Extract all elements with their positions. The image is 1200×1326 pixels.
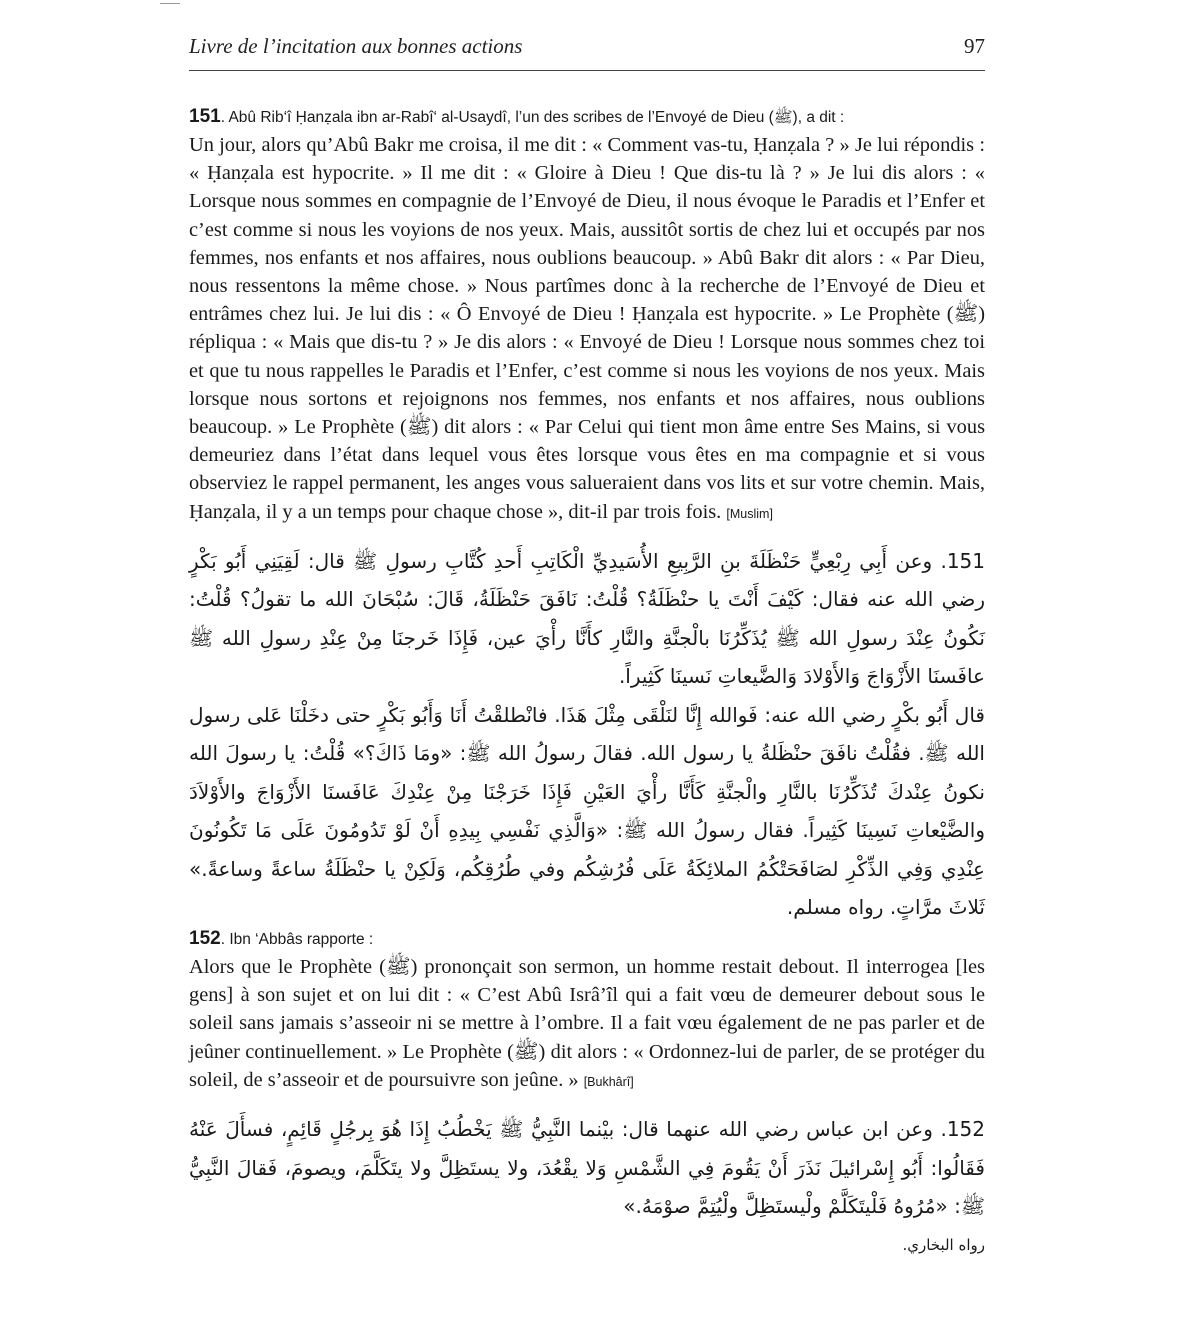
hadith-source: [Muslim] — [726, 506, 773, 521]
header-rule — [189, 70, 985, 71]
hadith-152 — [189, 928, 985, 1264]
hadith-intro — [189, 928, 985, 951]
scan-mark — [160, 3, 180, 4]
hadith-narrator: . Ibn ‘Abbâs rapporte : — [220, 931, 374, 948]
hadith-intro — [189, 106, 985, 129]
arabic-source: رواه البخاري. — [902, 1235, 985, 1254]
hadith-arabic-text — [189, 542, 985, 927]
hadith-number: 151 — [189, 106, 221, 127]
hadith-french-text — [189, 131, 985, 528]
hadith-number: 152 — [189, 928, 221, 949]
page-header — [189, 34, 985, 70]
arabic-paragraph: قال أَبُو بكْرٍ رضي الله عنه: فَوالله إِنَّا لنَلْقَى مِثْلَ هَذَا. فانْطلقْتُ أَنَا وَأَبُو بَكْرٍ حتى دخَلْنَا عَلى رسول الله ﷺ. فقُلْتُ نافَقَ حنْظَلةُ يا رسول الله. فقالَ رسولُ الله ﷺ: «ومَا ذَاكَ؟» قُلْتُ: يا رسولَ الله نكونُ عِنْدكَ تُذَكِّرُنَا بالنَّارِ والْجنَّةِ كَأَنَّا رأْيَ العَيْنِ فَإِذَا خَرَجْنَا مِنْ عِنْدِكَ عَافَسنَا الأَزْوَاجَ والأَوْلاَدَ والضَّيْعاتِ نَسِينَا كَثِيراً. فقال رسولُ الله ﷺ: «وَالَّذِي نَفْسِي بِيدِهِ أَنْ لَوْ تَدُومُونَ عَلَى مَا تَكُونُونَ عِنْدِي وَفِي الذِّكْرِ لصَافَحَتْكُمُ الملائِكَةُ عَلَى فُرُشِكُم وفي طُرُقِكُم، وَلَكِنْ يا حنْظَلَةُ ساعةً وساعةً.» ثَلاثَ مرَّاتٍ. رواه مسلم. — [189, 702, 985, 920]
french-body: Un jour, alors qu’Abû Bakr me croisa, il me dit : « Comment vas-tu, Ḥanẓala ? » Je lui répondis : « Ḥanẓala est hypocrite. » Il me dit : « Gloire à Dieu ! Que dis-tu là ? » Je lui dis alors : « Lorsque nous sommes en compagnie de l’Envoyé de Dieu, il nous évoque le Paradis et l’Enfer et c’est comme si nous les voyions de nos yeux. Mais, aussitôt sortis de chez lui et occupés par nos femmes, nos enfants et nos affaires, nous oublions beaucoup. » Abû Bakr dit alors : « Par Dieu, nous ressentons la même chose. » Nous partîmes donc à la recherche de l’Envoyé de Dieu et entrâmes chez lui. Je lui dis : « Ô Envoyé de Dieu ! Ḥanẓala est hypocrite. » Le Prophète (ﷺ) répliqua : « Mais que dis-tu ? » Je dis alors : « Envoyé de Dieu ! Lorsque nous sommes chez toi et que tu nous rappelles le Paradis et l’Enfer, c’est comme si nous les voyions de nos yeux. Mais lorsque nous sortons et rejoignons nos femmes, nos enfants et nos affaires, nous oublions beaucoup. » Le Prophète (ﷺ) dit alors : « Par Celui qui tient mon âme entre Ses Mains, si vous demeuriez dans l’état dans lequel vous êtes lorsque vous êtes en ma compagnie et si vous observiez le rappel permanent, les anges vous salueraient dans vos lits et sur votre chemin. Mais, Ḥanẓala, il y a un temps pour chaque chose », dit-il par trois fois. — [189, 134, 985, 523]
arabic-paragraph: 152. وعن ابن عباس رضي الله عنهما قال: بيْنما النَّبِيُّ ﷺ يَخْطُبُ إِذَا هُوَ بِرجُلٍ قَائِمٍ، فسأَلَ عَنْهُ فَقَالُوا: أَبُو إِسْرائيلَ نَذَرَ أَنْ يَقُومَ فِي الشَّمْسِ وَلا يقْعُدَ، ولا يستَظِلَّ ولا يتَكَلَّمَ، ويصومَ، فَقالَ النَّبِيُّ ﷺ: «مُرُوهُ فَلْيتَكَلَّمْ ولْيستَظِلَّ ولْيُتِمَّ صوْمَهُ.» — [189, 1117, 985, 1219]
hadith-narrator: . Abû Rib‘î Ḥanẓala ibn ar-Rabî‘ al-Usaydî, l’un des scribes de l’Envoyé de Dieu (ﷺ), a dit : — [220, 109, 845, 126]
french-body: Alors que le Prophète (ﷺ) prononçait son sermon, un homme restait debout. Il interrogea [les gens] à son sujet et on lui dit : « C’est Abû Isrâ’îl qui a fait vœu de demeurer debout sous le soleil sans jamais s’asseoir ni se mettre à l’ombre. Il a fait vœu également de ne pas parler et de jeûner continuellement. » Le Prophète (ﷺ) dit alors : « Ordonnez-lui de parler, de se protéger du soleil, de s’asseoir et de poursuivre son jeûne. » — [189, 956, 985, 1091]
hadith-french-text — [189, 953, 985, 1096]
hadith-arabic-text — [189, 1110, 985, 1264]
hadith-source: [Bukhârî] — [583, 1074, 634, 1089]
hadith-151 — [189, 106, 985, 927]
page-number: 97 — [964, 34, 985, 58]
arabic-paragraph: 151. وعن أَبِي رِبْعِيٍّ حَنْظَلَةَ بنِ الرَّبِيعِ الأُسَيدِيِّ الْكَاتِبِ أَحدِ كُتَّابِ رسولِ ﷺ قال: لَقِيَنِي أَبُو بَكْرٍ رضي الله عنه فقال: كَيْفَ أَنْتَ يا حنْظَلَةُ؟ قُلْتُ: نَافَقَ حَنْظَلَةُ، قَالَ: سُبْحَانَ الله ما تقولُ؟ قُلْتُ: نَكُونُ عِنْدَ رسولِ الله ﷺ يُذَكِّرُنَا بالْجنَّةِ والنَّارِ كأَنَّا رأْيَ عين، فَإِذَا خَرجنَا مِنْ عِنْدِ رسولِ الله ﷺ عافَسنَا الأَزْوَاجَ وَالأَوْلادَ وَالضَّيعاتِ نَسينَا كَثِيراً. — [189, 548, 985, 689]
running-title: Livre de l’incitation aux bonnes actions — [189, 34, 523, 58]
